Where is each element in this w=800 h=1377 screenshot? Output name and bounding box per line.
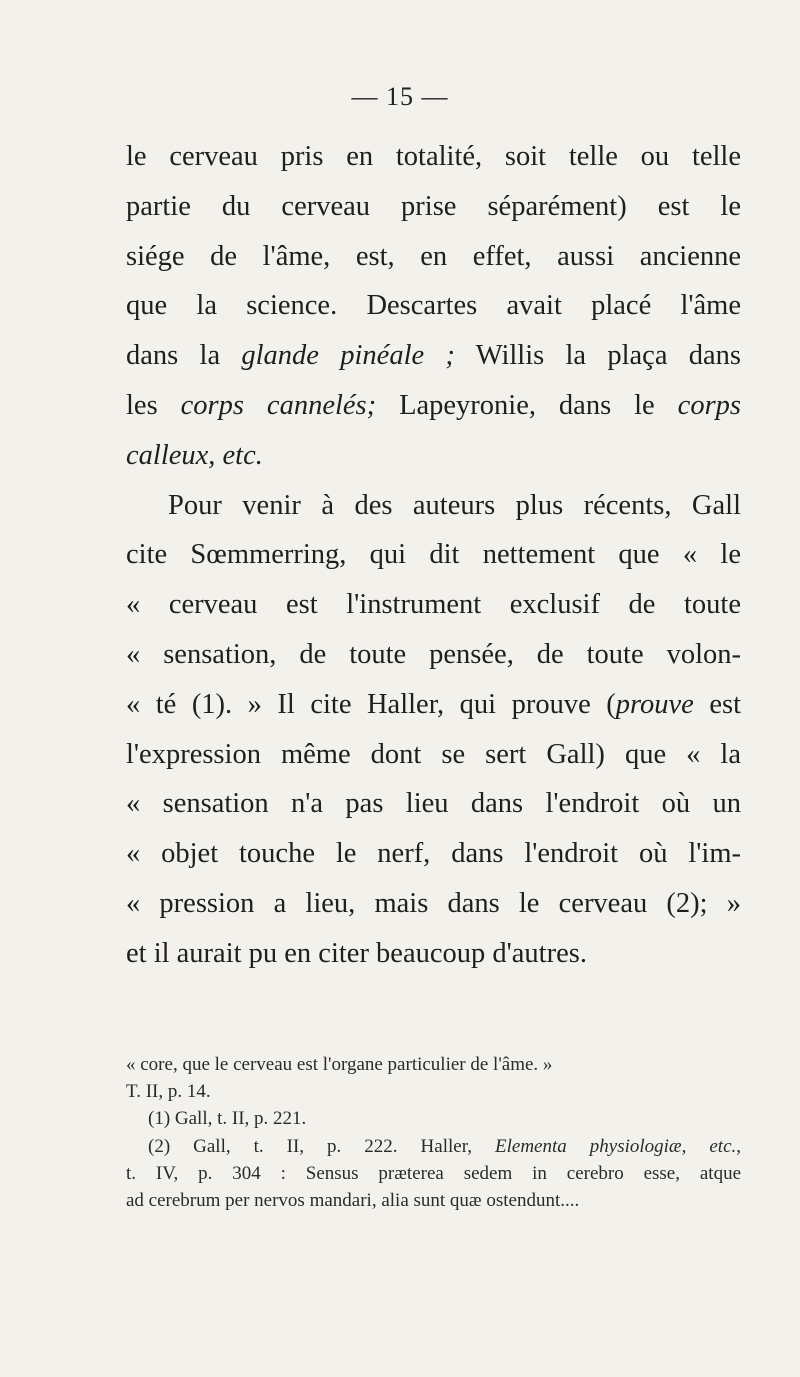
text-line: « sensation, de toute pensée, de toute volon- <box>126 638 741 670</box>
italic-term: corps cannelés; <box>180 389 377 421</box>
footnote-2-line: t. IV, p. 304 : Sensus præterea sedem in cerebro esse, atque <box>126 1162 741 1184</box>
italic-term: glande pinéale ; <box>241 340 455 372</box>
italic-title: Elementa physiologiæ, etc. <box>495 1135 737 1157</box>
text-run: dans la <box>126 340 242 372</box>
text-line: « sensation n'a pas lieu dans l'endroit où un <box>126 788 741 820</box>
footnote-2 <box>126 1133 741 1160</box>
text-line: que la science. Descartes avait placé l'âme <box>126 290 741 322</box>
footnote-continuation: T. II, p. 14. <box>126 1081 211 1103</box>
text-line <box>126 431 741 481</box>
text-line: l'expression même dont se sert Gall) que « la <box>126 738 741 770</box>
text-line: « pression a lieu, mais dans le cerveau (2); » <box>126 887 741 919</box>
page-number-header: — 15 — <box>351 82 449 111</box>
text-line: et il aurait pu en citer beaucoup d'autres. <box>126 937 587 969</box>
text-line: partie du cerveau prise séparément) est le <box>126 190 741 222</box>
text-run: Willis la plaça dans <box>454 340 742 372</box>
text-run: « té (1). » Il cite Haller, qui prouve ( <box>126 688 616 720</box>
italic-term: calleux, etc. <box>126 439 263 471</box>
text-run: Lapeyronie, dans le <box>376 389 678 421</box>
text-line: siége de l'âme, est, en effet, aussi ancienne <box>126 240 741 272</box>
footnote-1: (1) Gall, t. II, p. 221. <box>148 1108 307 1130</box>
footnotes <box>126 1051 741 1214</box>
text-run: , <box>736 1135 741 1157</box>
text-line: Pour venir à des auteurs plus récents, Gall <box>168 489 741 521</box>
text-line: le cerveau pris en totalité, soit telle ou telle <box>126 141 741 172</box>
italic-term: corps <box>677 389 742 421</box>
text-line: « cerveau est l'instrument exclusif de toute <box>126 589 741 621</box>
text-run: est <box>693 688 741 720</box>
text-line <box>126 680 741 730</box>
text-line <box>126 331 741 381</box>
text-line <box>126 381 741 431</box>
text-run: (2) Gall, t. II, p. 222. Haller, <box>148 1135 496 1157</box>
text-run: les <box>126 389 181 421</box>
text-line: « objet touche le nerf, dans l'endroit où l'im- <box>126 838 741 870</box>
main-text <box>126 132 741 979</box>
footnote-continuation: « core, que le cerveau est l'organe particulier de l'âme. » <box>126 1054 553 1075</box>
footnote-2-line: ad cerebrum per nervos mandari, alia sunt quæ ostendunt.... <box>126 1190 580 1212</box>
text-line: cite Sœmmerring, qui dit nettement que « le <box>126 539 741 571</box>
italic-term: prouve <box>615 688 694 720</box>
